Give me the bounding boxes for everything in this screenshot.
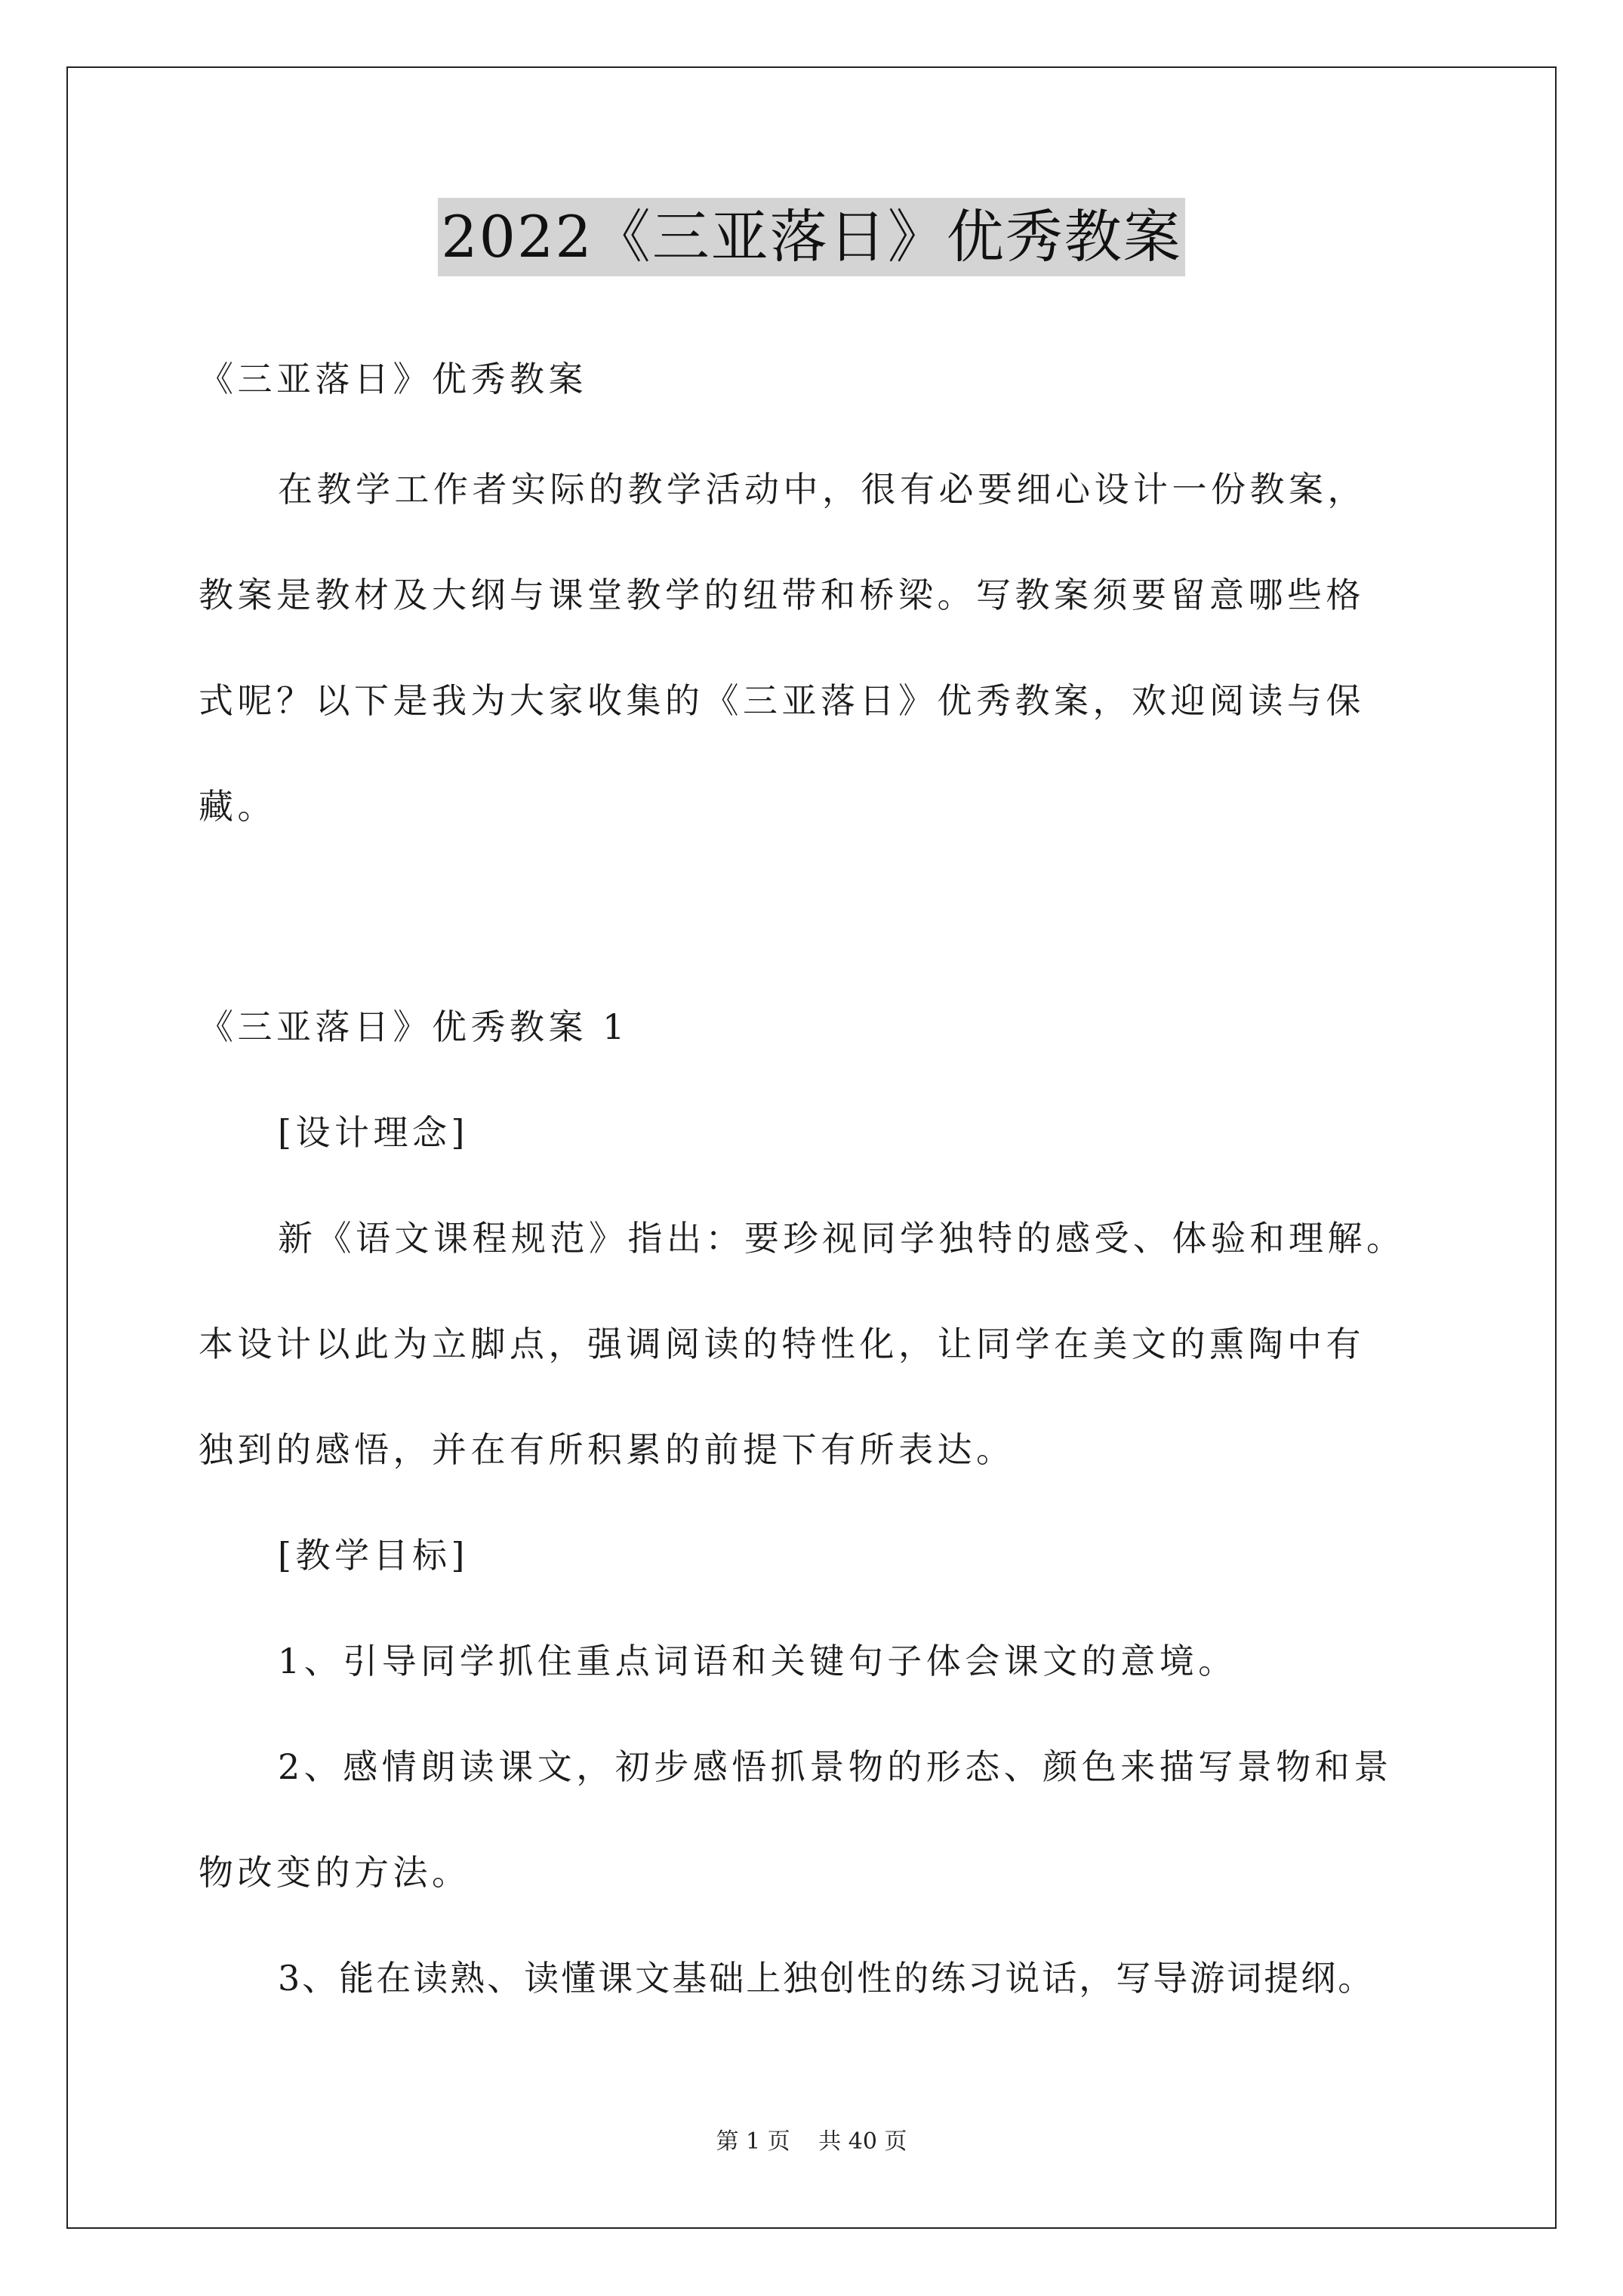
objective-2-line-2: 物改变的方法。 [199,1852,471,1893]
title-container [0,198,1623,276]
objective-1: 1、引导同学抓住重点词语和关键句子体会课文的意境。 [278,1641,1237,1681]
intro-line-4: 藏。 [199,786,276,827]
objective-2-line-1: 2、感情朗读课文，初步感悟抓景物的形态、颜色来描写景物和景 [278,1746,1393,1787]
objectives-label: [教学目标] [278,1535,469,1576]
design-concept-line-2: 本设计以此为立脚点，强调阅读的特性化，让同学在美文的熏陶中有 [199,1324,1365,1364]
page-footer [0,2127,1623,2157]
document-subtitle: 《三亚落日》优秀教案 [199,359,587,399]
document-title: 2022《三亚落日》优秀教案 [438,198,1184,276]
design-concept-label: [设计理念] [278,1112,469,1153]
intro-line-3: 式呢？以下是我为大家收集的《三亚落日》优秀教案，欢迎阅读与保 [199,680,1365,721]
design-concept-line-3: 独到的感悟，并在有所积累的前提下有所表达。 [199,1429,1015,1470]
objective-3: 3、能在读熟、读懂课文基础上独创性的练习说话，写导游词提纲。 [278,1958,1375,1999]
design-concept-line-1: 新《语文课程规范》指出：要珍视同学独特的感受、体验和理解。 [278,1218,1406,1259]
intro-line-2: 教案是教材及大纲与课堂教学的纽带和桥梁。写教案须要留意哪些格 [199,575,1365,615]
page-total: 共 40 页 [818,2128,907,2155]
section-heading: 《三亚落日》优秀教案 1 [199,1006,629,1047]
intro-line-1: 在教学工作者实际的教学活动中，很有必要细心设计一份教案， [278,469,1366,510]
page-number: 第 1 页 [716,2128,790,2155]
